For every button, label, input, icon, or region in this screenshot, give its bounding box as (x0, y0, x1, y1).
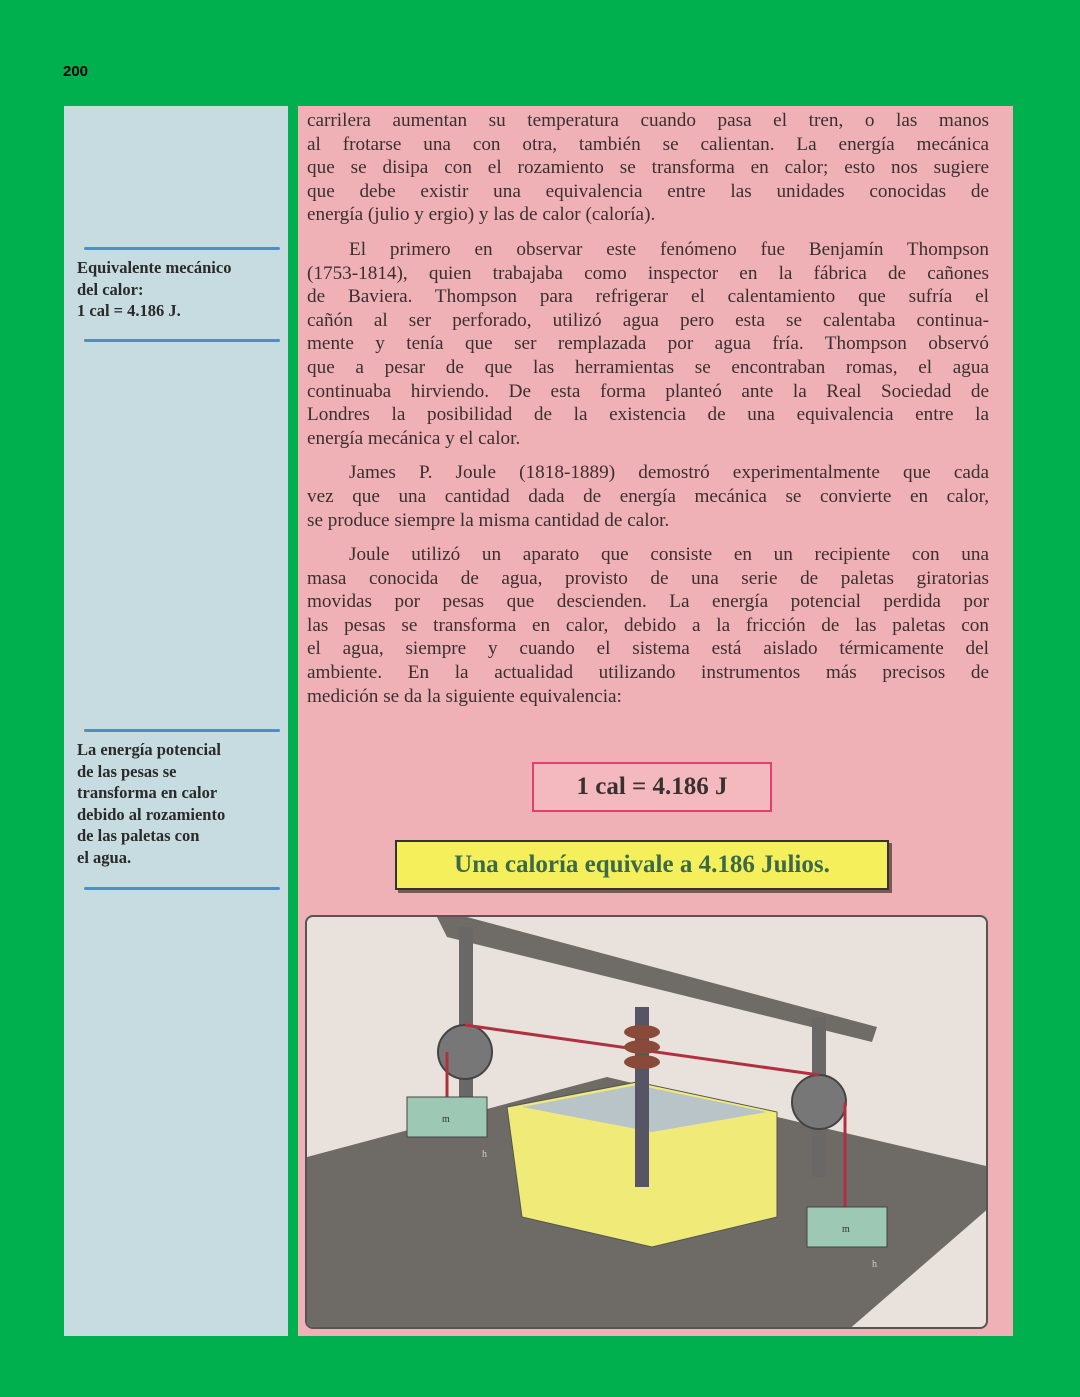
apparatus-drawing (307, 917, 988, 1329)
text-line: cañón al ser perforado, utilizó agua pero esta se calentaba continua- (307, 309, 989, 331)
text-line: masa conocida de agua, provisto de una serie de paletas giratorias (307, 567, 989, 589)
sidebar-note-equivalent (77, 257, 231, 322)
text-line: James P. Joule (1818-1889) demostró experimentalmente que cada (349, 462, 989, 484)
text-line: (1753-1814), quien trabajaba como inspector en la fábrica de cañones (307, 262, 989, 284)
text-line: las pesas se transforma en calor, debido a la fricción de las paletas con (307, 614, 989, 636)
text-line: energía mecánica y el calor. (307, 427, 521, 449)
note-line: el agua. (77, 847, 132, 867)
right-pulley (792, 1075, 846, 1129)
paragraph (307, 543, 989, 708)
text-line: que a pesar de que las herramientas se encontraban romas, el agua (307, 356, 989, 378)
joule-apparatus-illustration (305, 915, 988, 1329)
text-line: El primero en observar este fenómeno fue Benjamín Thompson (349, 238, 989, 260)
paragraph (307, 461, 989, 532)
text-line: que se disipa con el rozamiento se transforma en calor; esto nos sugiere (307, 157, 989, 179)
formula-box: 1 cal = 4.186 J (532, 762, 772, 812)
text-line: se produce siempre la misma cantidad de calor. (307, 509, 670, 531)
divider (84, 729, 280, 732)
text-line: energía (julio y ergio) y las de calor (caloría). (307, 204, 656, 226)
paragraph (307, 109, 989, 227)
note-line: de las pesas se (77, 761, 177, 781)
text-line: medición se da la siguiente equivalencia: (307, 685, 622, 707)
text-line: al frotarse una con otra, también se calientan. La energía mecánica (307, 133, 989, 155)
note-line: La energía potencial (77, 740, 221, 759)
sidebar-note-potential-energy (77, 739, 225, 868)
weight-label: m (842, 1224, 850, 1235)
weight-label: m (442, 1114, 450, 1125)
body-text (307, 109, 989, 719)
statement-box: Una caloría equivale a 4.186 Julios. (395, 840, 889, 890)
text-line: vez que una cantidad dada de energía mecánica se convierte en calor, (307, 485, 989, 507)
text-line: mente y tenía que ser remplazada por agua fría. Thompson observó (307, 333, 989, 355)
text-line: carrilera aumentan su temperatura cuando pasa el tren, o las manos (307, 110, 989, 131)
page-number: 200 (63, 63, 89, 80)
note-line: del calor: (77, 279, 144, 299)
note-line: de las paletas con (77, 826, 200, 845)
text-line: Joule utilizó un aparato que consiste en un recipiente con una (349, 544, 989, 566)
top-beam (437, 917, 877, 1042)
note-line: 1 cal = 4.186 J. (77, 301, 181, 320)
text-line: continuaba hirviendo. De esta forma planteó ante la Real Sociedad de (307, 380, 989, 402)
text-line: ambiente. En la actualidad utilizando instrumentos más precisos de (307, 662, 989, 684)
note-line: debido al rozamiento (77, 804, 226, 824)
divider (84, 887, 280, 890)
text-line: el agua, siempre y cuando el sistema está aislado térmicamente del (307, 638, 989, 660)
paragraph (307, 238, 989, 450)
divider (84, 339, 280, 342)
text-line: movidas por pesas que descienden. La energía potencial perdida por (307, 591, 989, 613)
text-line: Londres la posibilidad de la existencia de una equivalencia entre la (307, 404, 989, 426)
divider (84, 247, 280, 250)
text-line: que debe existir una equivalencia entre las unidades conocidas de (307, 180, 989, 202)
text-line: de Baviera. Thompson para refrigerar el calentamiento que sufría el (307, 286, 989, 308)
note-line: transforma en calor (77, 783, 218, 802)
height-label: h (872, 1259, 877, 1270)
height-label: h (482, 1149, 487, 1160)
note-line: Equivalente mecánico (77, 258, 232, 277)
